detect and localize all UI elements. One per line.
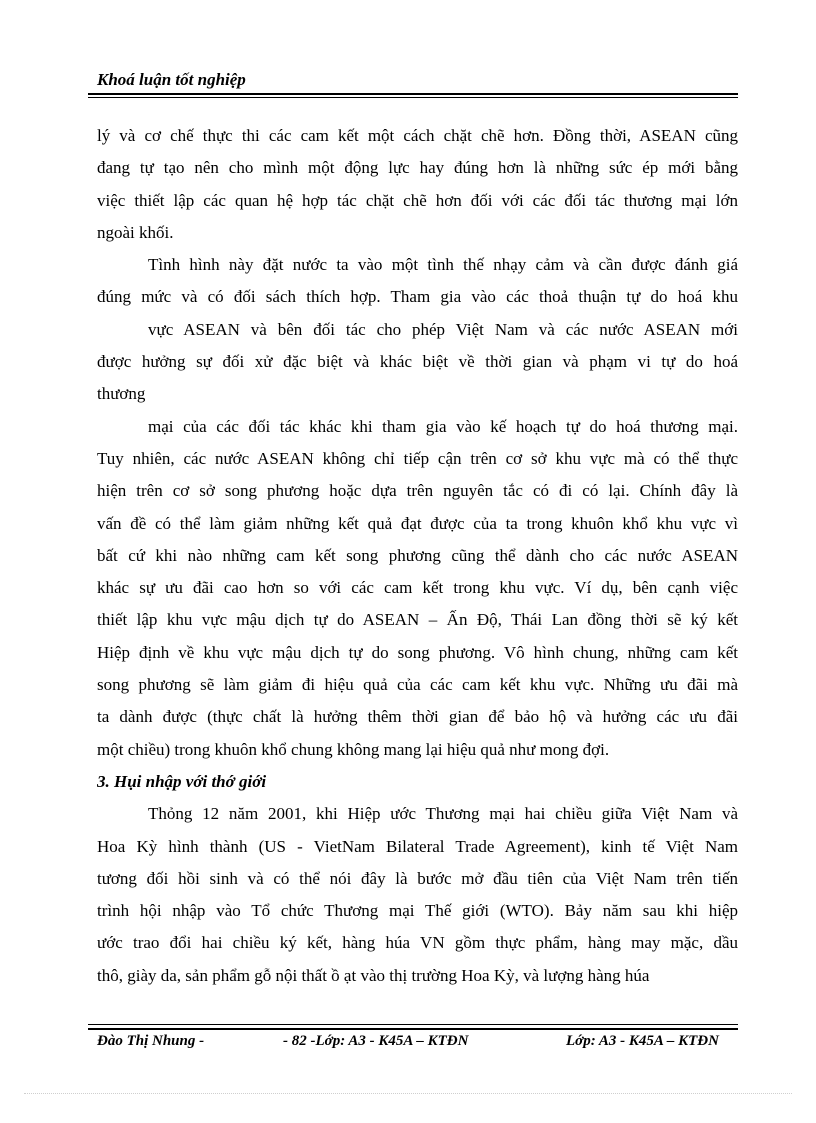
body-line: hiện trên cơ sở song phương hoặc dựa trên nguyên tắc có đi có lại. Chính đây là [97, 481, 738, 501]
body-line: thô, giày da, sản phẩm gỗ nội thất ồ ạt vào thị trường Hoa Kỳ, và lượng hàng húa [97, 965, 650, 985]
body-line: Thỏng 12 năm 2001, khi Hiệp ước Thương mại hai chiều giữa Việt Nam và [148, 804, 738, 824]
header-rule-thick [88, 93, 738, 95]
body-line: ngoài khối. [97, 222, 174, 242]
body-line: được hưởng sự đối xử đặc biệt và khác biệt về thời gian và phạm vi tự do hoá [97, 352, 738, 372]
footer-rule-thick [88, 1028, 738, 1030]
body-line: Hiệp định về khu vực mậu dịch tự do song phương. Vô hình chung, những cam kết [97, 642, 738, 662]
body-line: ta dành được (thực chất là hưởng thêm thời gian để bảo hộ và hưởng các ưu đãi [97, 707, 738, 727]
body-line: trình hội nhập vào Tổ chức Thương mại Thế giới (WTO). Bảy năm sau khi hiệp [97, 901, 738, 921]
page-header-title: Khoá luận tốt nghiệp [97, 70, 246, 89]
body-line: ước trao đổi hai chiều ký kết, hàng húa VN gồm thực phẩm, hàng may mặc, dầu [97, 933, 738, 953]
body-line: vực ASEAN và bên đối tác cho phép Việt Nam và các nước ASEAN mới [148, 319, 738, 339]
body-line: Tình hình này đặt nước ta vào một tình thế nhạy cảm và cần được đánh giá [148, 255, 738, 275]
body-line: thương [97, 384, 146, 404]
body-line: một chiều) trong khuôn khổ chung không mang lại hiệu quả như mong đợi. [97, 739, 610, 759]
body-line: song phương sẽ làm giảm đi hiệu quả của các cam kết khu vực. Những ưu đãi mà [97, 675, 738, 695]
body-line: Hoa Kỳ hình thành (US - VietNam Bilateral Trade Agreement), kinh tế Việt Nam [97, 836, 738, 856]
body-line: đang tự tạo nên cho mình một động lực hay đúng hơn là những sức ép mới bằng [97, 158, 738, 178]
footer-page-number: - 82 -Lớp: A3 - K45A – KTĐN [283, 1033, 469, 1049]
body-line: bất cứ khi nào những cam kết song phương cũng thể dành cho các nước ASEAN [97, 545, 738, 565]
body-line: lý và cơ chế thực thi các cam kết một cách chặt chẽ hơn. Đồng thời, ASEAN cũng [97, 126, 738, 145]
body-line: Tuy nhiên, các nước ASEAN không chỉ tiếp cận trên cơ sở khu vực mà có thể thực [97, 448, 738, 468]
body-line: thiết lập khu vực mậu dịch tự do ASEAN – Ấn Độ, Thái Lan đồng thời sẽ ký kết [97, 610, 738, 630]
page-edge-divider [24, 1093, 792, 1094]
body-line: đúng mức và có đối sách thích hợp. Tham gia vào các thoả thuận tự do hoá khu [97, 287, 738, 307]
footer-rule-thin [88, 1024, 738, 1025]
section-heading: 3. Hụi nhập với thớ giới [97, 771, 267, 791]
body-line: mại của các đối tác khác khi tham gia vào kế hoạch tự do hoá thương mại. [148, 416, 738, 436]
footer-author: Đào Thị Nhung - [97, 1033, 205, 1049]
document-body [97, 120, 738, 992]
body-line: việc thiết lập các quan hệ hợp tác chặt chẽ hơn đối với các đối tác thương mại lớn [97, 190, 738, 210]
footer-class: Lớp: A3 - K45A – KTĐN [566, 1033, 719, 1049]
header-rule-thin [88, 97, 738, 98]
body-line: vấn đề có thể làm giảm những kết quả đạt được của ta trong khuôn khổ khu vực vì [97, 513, 738, 533]
body-line: tương đối hồi sinh và có thể nói đây là bước mở đầu tiên của Việt Nam trên tiến [97, 868, 738, 888]
body-line: khác sự ưu đãi cao hơn so với các cam kết trong khu vực. Ví dụ, bên cạnh việc [97, 578, 738, 598]
